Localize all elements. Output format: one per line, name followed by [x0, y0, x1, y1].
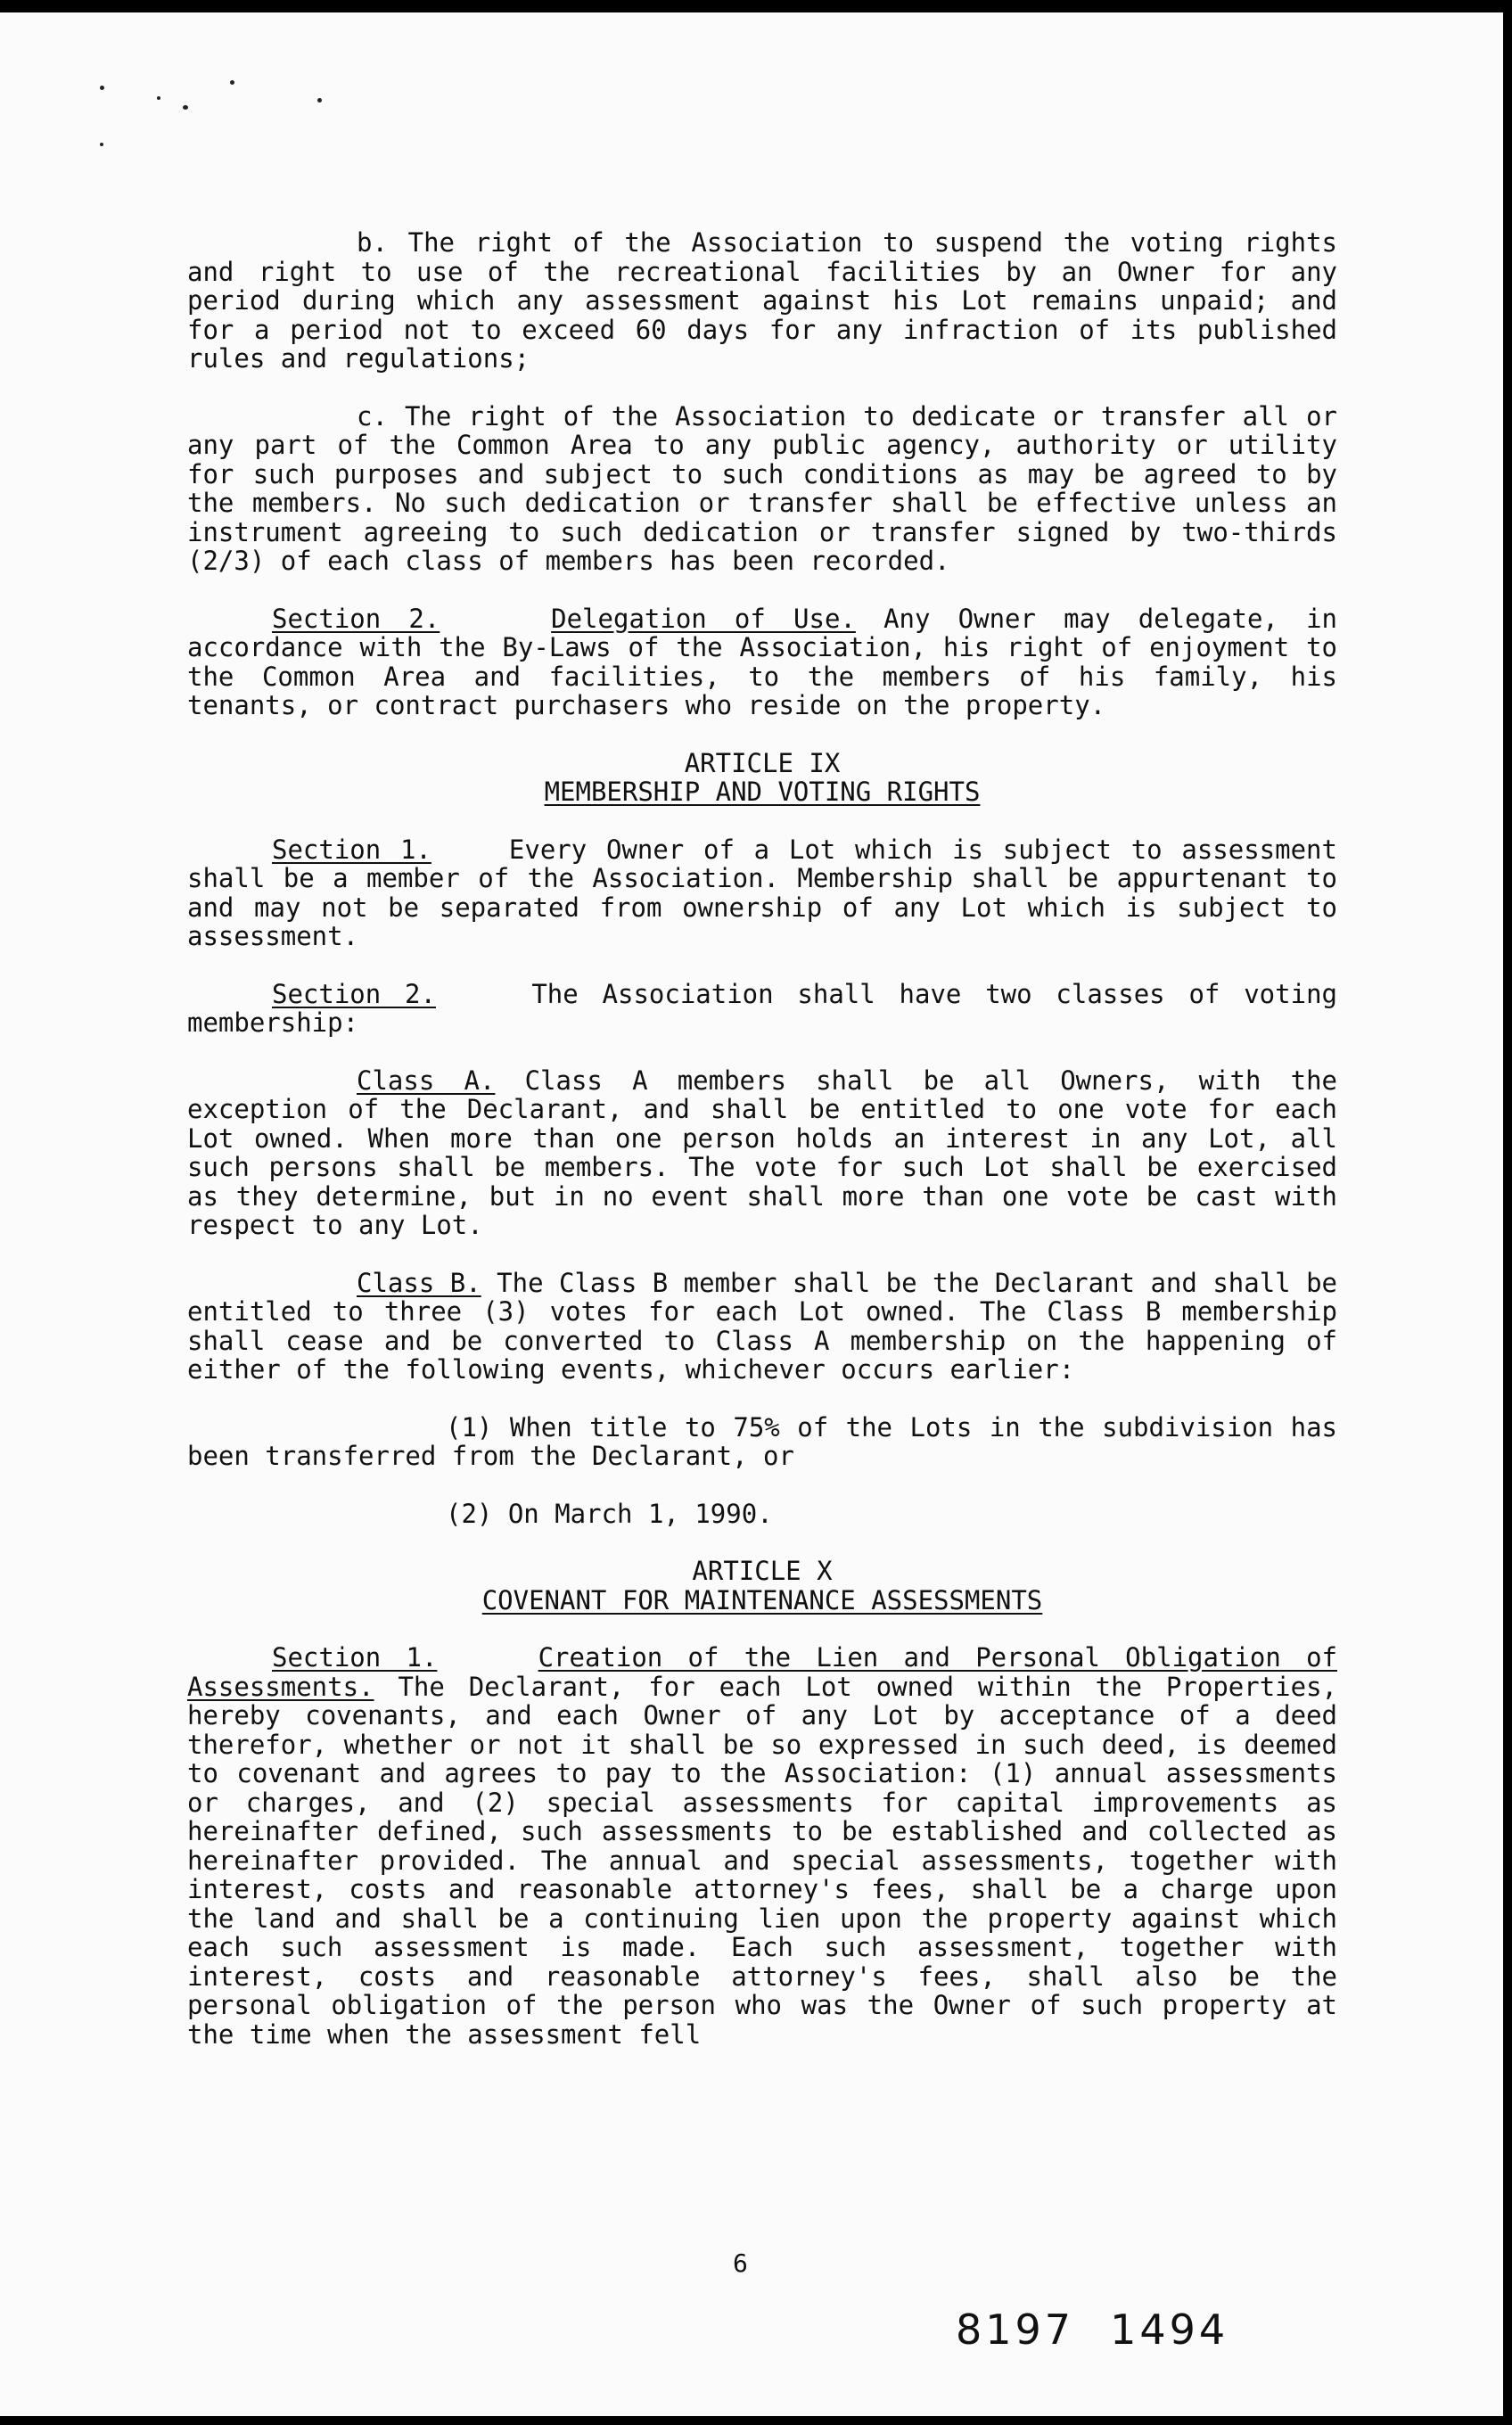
section-heading: Section 2.: [272, 978, 436, 1009]
section-heading: Section 1.: [272, 834, 431, 865]
class-heading: Class A.: [357, 1065, 496, 1096]
recording-page-number: 1494: [1110, 2306, 1229, 2354]
section-heading: Section 1.: [272, 1642, 438, 1673]
page-number: 6: [733, 2248, 748, 2278]
article-ix-section-2: Section 2. The Association shall have two classes of voting membership:: [187, 978, 1337, 1038]
article-x-section-1: Section 1. Creation of the Lien and Personal Obligation of Assessments. The Declarant, for each Lot owned within the Properties, hereby covenants, and each Owner of any Lot by acceptance of a deed therefor, whether or not it shall be so expressed in such deed, is deemed to covenant and agrees to pay to the Association: (1) annual assessments or charges, and (2) special assessments for capital improvements as hereinafter defined, such assessments to be established and collected as hereinafter provided. The annual and special assessments, together with interest, costs and reasonable attorney's fees, shall be a charge upon the land and shall be a continuing lien upon the property against which each such assessment is made. Each such assessment, together with interest, costs and reasonable attorney's fees, shall also be the personal obligation of the person who was the Owner of such property at the time when the assessment fell: [187, 1642, 1337, 2050]
scan-edge-right: [1503, 0, 1512, 2425]
paragraph-c: c. The right of the Association to dedicate or transfer all or any part of the Common Area to any public agency, authority or utility for such purposes and subject to such conditions as may be agreed to by the members. No such dedication or transfer shall be effective unless an instrument agreeing to such dedication or transfer signed by two-thirds (2/3) of each class of members has been recorded.: [187, 400, 1337, 576]
event-2: (2) On March 1, 1990.: [446, 1498, 773, 1529]
article-ix-label: ARTICLE IX: [684, 747, 841, 778]
article-x-title: COVENANT FOR MAINTENANCE ASSESSMENTS: [481, 1584, 1043, 1615]
scan-speck: [157, 96, 160, 100]
scan-speck: [100, 86, 104, 90]
scan-speck: [183, 105, 188, 110]
article-x-label: ARTICLE X: [692, 1556, 833, 1586]
scan-edge-top: [0, 0, 1512, 12]
section-2-delegation: Section 2. Delegation of Use. Any Owner may delegate, in accordance with the By-Laws of the Association, his right of enjoyment to the Common Area and facilities, to the members of his family, his tenants, or contract purchasers who reside on the property.: [187, 603, 1337, 720]
section-title: Creation of the Lien and Personal Obligation of Assessments.: [187, 1642, 1337, 1702]
class-b-paragraph: Class B. The Class B member shall be the Declarant and shall be entitled to three (3) votes for each Lot owned. The Class B membership shall cease and be converted to Class A membership on the happening of either of the following events, whichever occurs earlier:: [187, 1267, 1337, 1385]
event-1: (1) When title to 75% of the Lots in the subdivision has been transferred from the Declarant, or: [187, 1411, 1337, 1471]
scan-speck: [100, 143, 103, 146]
class-a-paragraph: Class A. Class A members shall be all Owners, with the exception of the Declarant, and shall be entitled to one vote for each Lot owned. When more than one person holds an interest in any Lot, all such persons shall be members. The vote for such Lot shall be exercised as they determine, but in no event shall more than one vote be cast with respect to any Lot.: [187, 1065, 1337, 1240]
section-title: Delegation of Use.: [551, 603, 856, 634]
article-ix-title: MEMBERSHIP AND VOTING RIGHTS: [544, 777, 981, 807]
class-heading: Class B.: [357, 1267, 481, 1298]
article-ix-section-1: Section 1. Every Owner of a Lot which is subject to assessment shall be a member of the Association. Membership shall be appurtenant to and may not be separated from ownership of any Lot which is subject to assessment.: [187, 834, 1337, 951]
scan-speck: [317, 98, 322, 103]
section-heading: Section 2.: [272, 603, 440, 634]
book-number: 8197: [956, 2306, 1075, 2354]
scan-edge-bottom: [0, 2416, 1512, 2425]
paragraph-b: b. The right of the Association to suspend the voting rights and right to use of the recreational facilities by an Owner for any period during which any assessment against his Lot remains unpaid; and for a period not to exceed 60 days for any infraction of its published rules and regulations;: [187, 227, 1337, 374]
scan-speck: [230, 80, 234, 85]
document-body: [187, 228, 1337, 2077]
recording-number: [956, 2306, 1264, 2354]
